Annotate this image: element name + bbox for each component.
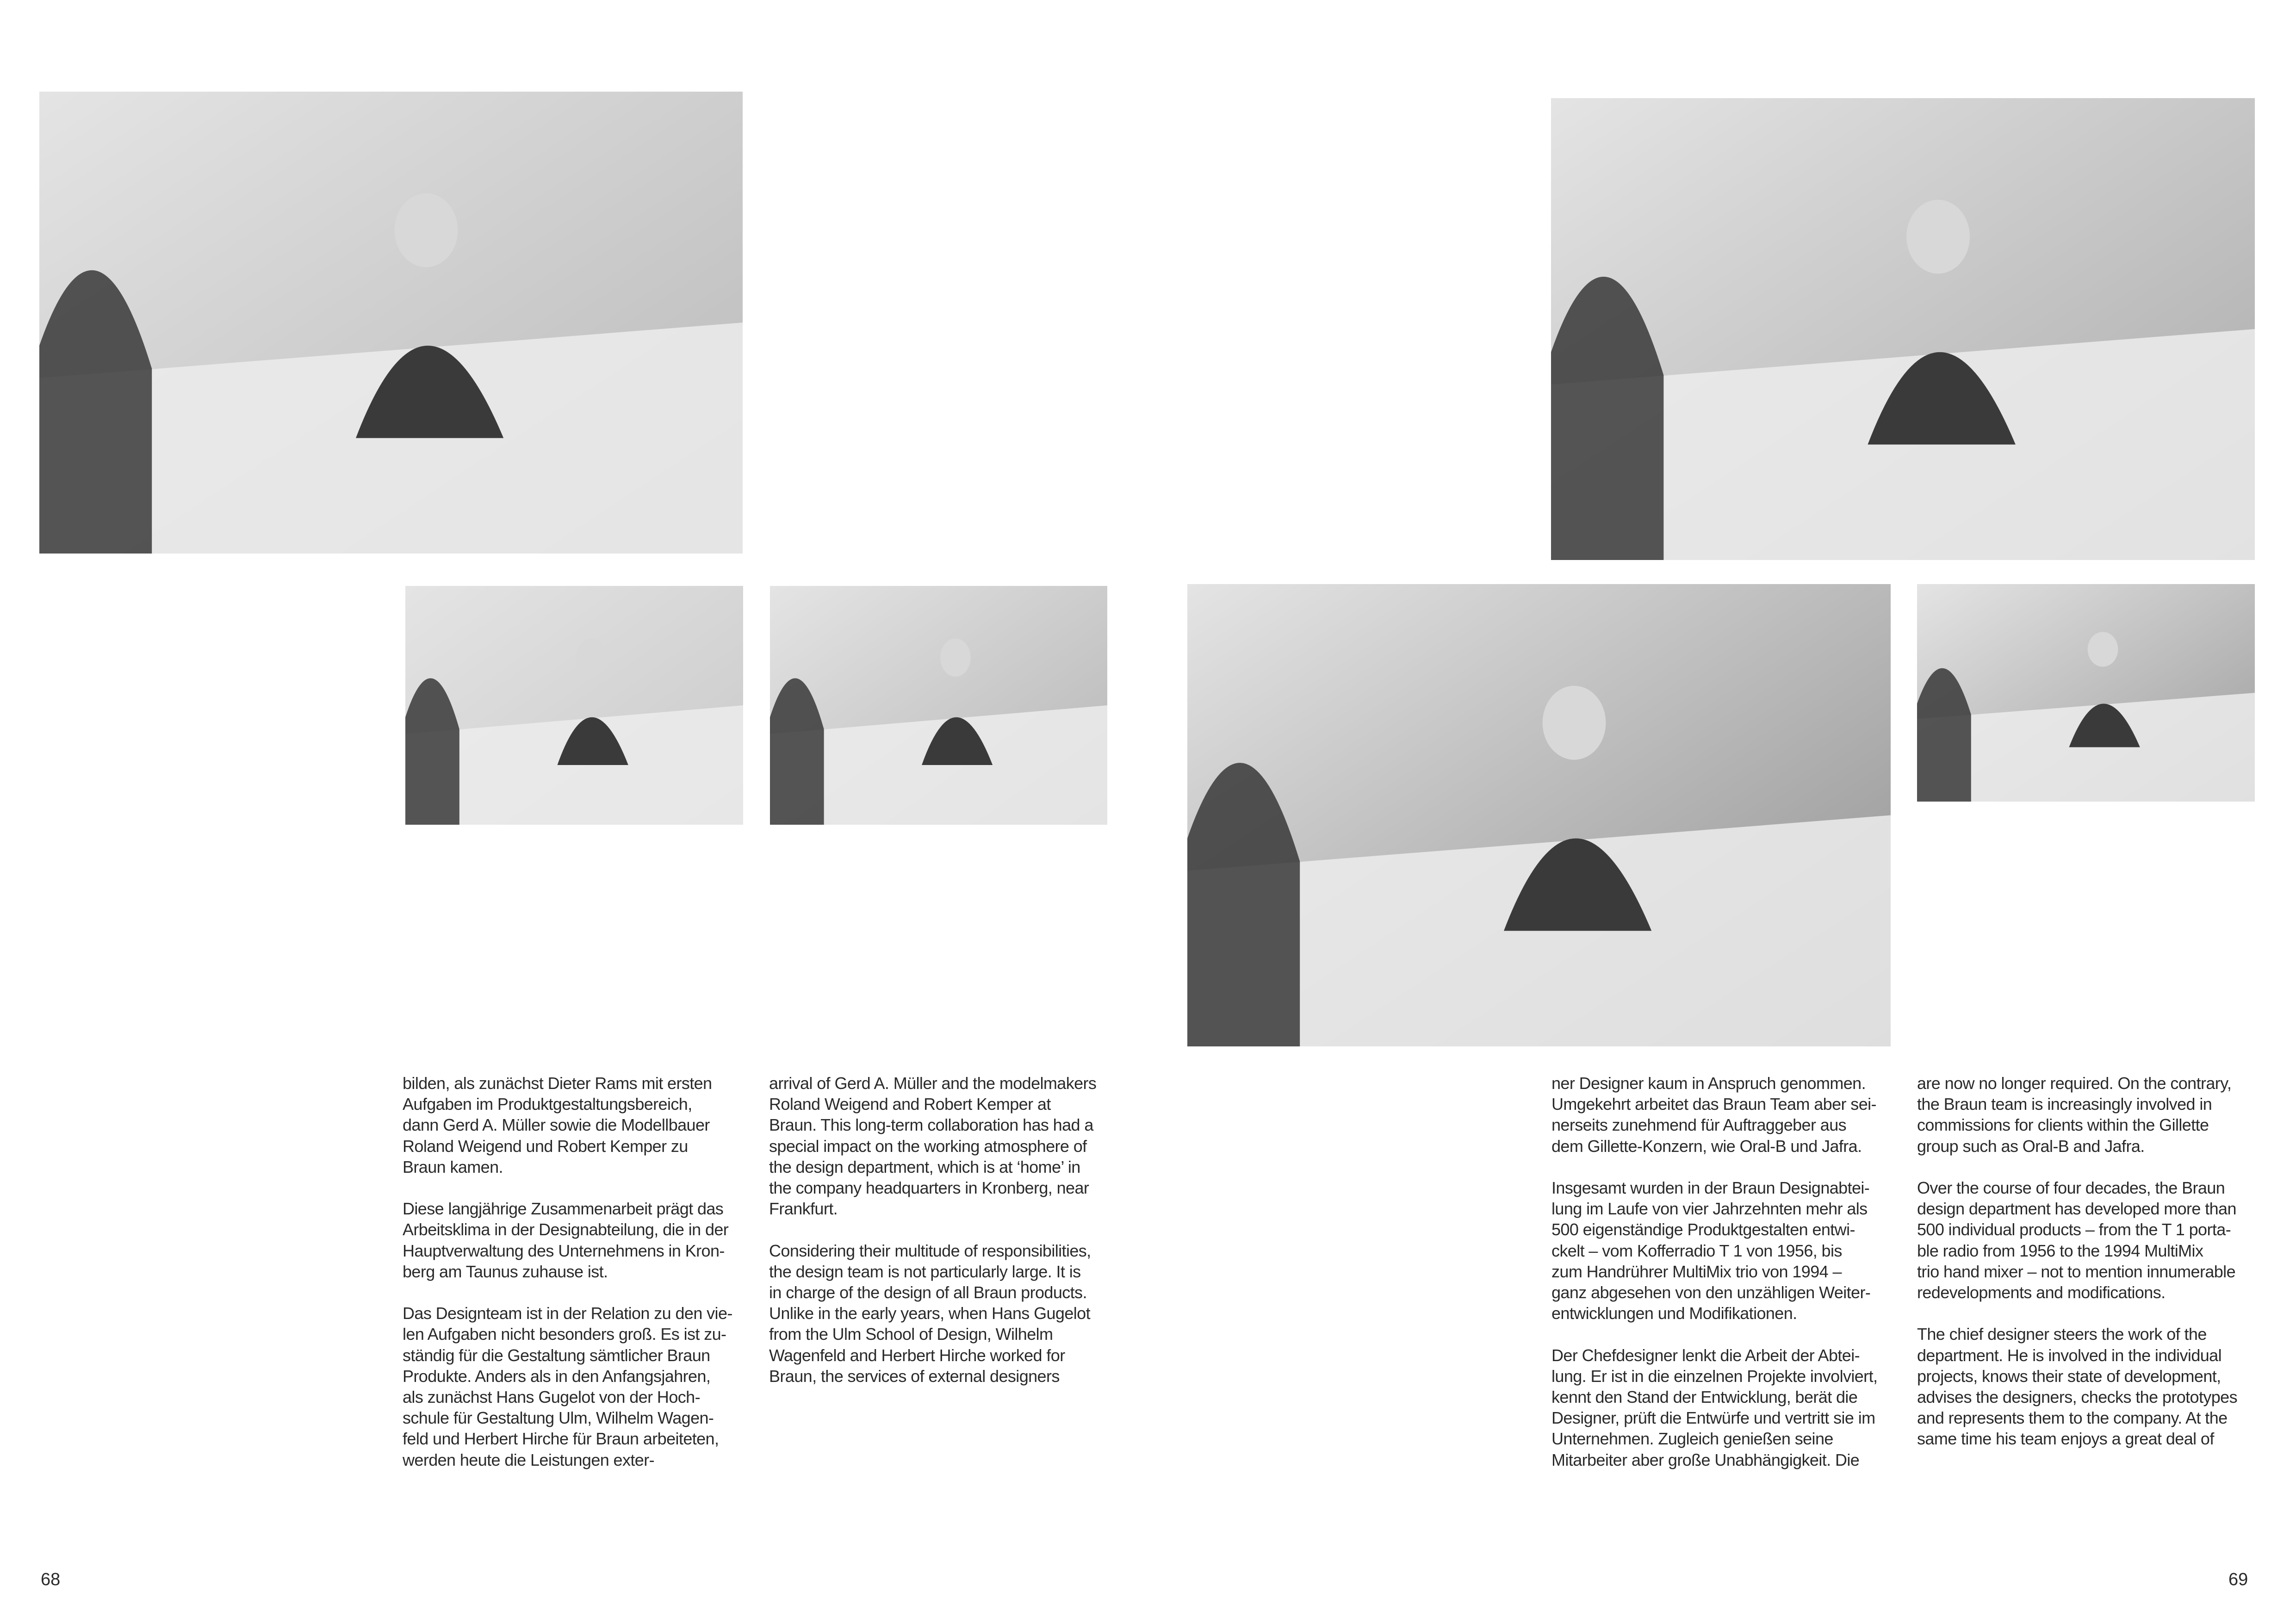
paragraph [1917,1324,2278,1449]
photo-team-table [1187,584,1891,1046]
text-line: Unternehmen. Zugleich genießen seine [1551,1429,1833,1449]
text-line: feld und Herbert Hirche für Braun arbeiteten, [403,1429,719,1449]
text-line: bilden, als zunächst Dieter Rams mit ersten [403,1074,712,1093]
text-line: Wagenfeld and Herbert Hirche worked for [769,1345,1065,1365]
text-line: The chief designer steers the work of the [1917,1325,2207,1344]
text-line: Produkte. Anders als in den Anfangsjahren, [403,1366,711,1386]
text-line: ganz abgesehen von den unzähligen Weiter- [1551,1283,1871,1302]
text-line: Insgesamt wurden in der Braun Designabtei- [1551,1178,1870,1197]
col-en-left [769,1073,1130,1407]
text-line: Der Chefdesigner lenkt die Arbeit der Abtei- [1551,1345,1860,1365]
text-line: trio hand mixer – not to mention innumerable [1917,1262,2235,1281]
paragraph [1917,1177,2278,1303]
paragraph [1551,1345,1912,1470]
photo-drawing-board [1551,98,2255,560]
paragraph [403,1198,763,1282]
text-line: len Aufgaben nicht besonders groß. Es ist zu- [403,1325,726,1344]
paragraph [769,1073,1130,1219]
text-line: ckelt – vom Kofferradio T 1 von 1956, bis [1551,1241,1842,1260]
text-line: Designer, prüft die Entwürfe und vertritt sie im [1551,1408,1875,1428]
text-line: nerseits zunehmend für Auftraggeber aus [1551,1115,1847,1135]
text-line: Braun kamen. [403,1157,503,1176]
paragraph [1917,1073,2278,1157]
text-line: from the Ulm School of Design, Wilhelm [769,1325,1053,1344]
text-line: Over the course of four decades, the Braun [1917,1178,2225,1197]
text-line: ble radio from 1956 to the 1994 MultiMix [1917,1241,2203,1260]
text-line: entwicklungen und Modifikationen. [1551,1304,1797,1323]
text-line: Considering their multitude of responsibilities, [769,1241,1091,1260]
text-line: redevelopments and modifications. [1917,1283,2166,1302]
text-line: are now no longer required. On the contrary, [1917,1074,2232,1093]
text-line: Roland Weigend und Robert Kemper zu [403,1136,688,1156]
text-line: Frankfurt. [769,1199,838,1219]
text-line: same time his team enjoys a great deal of [1917,1429,2214,1449]
text-line: commissions for clients within the Gillette [1917,1115,2209,1135]
text-line: the Braun team is increasingly involved in [1917,1095,2212,1114]
text-line: Arbeitsklima in der Designabteilung, die in der [403,1220,729,1239]
page-number-right: 69 [2228,1570,2248,1589]
photo-image [1917,584,2255,802]
col-en-right [1917,1073,2278,1470]
text-line: arrival of Gerd A. Müller and the modelmakers [769,1074,1097,1093]
text-line: ner Designer kaum in Anspruch genommen. [1551,1074,1866,1093]
text-line: Braun, the services of external designers [769,1366,1060,1386]
text-line: Braun. This long-term collaboration has had a [769,1115,1093,1135]
text-line: schule für Gestaltung Ulm, Wilhelm Wagen- [403,1408,714,1428]
photo-writing-lamp [405,586,743,825]
text-line: projects, knows their state of development, [1917,1366,2221,1386]
photo-interview-wide [39,92,743,554]
text-line: Roland Weigend and Robert Kemper at [769,1095,1051,1114]
text-line: 500 individual products – from the T 1 porta- [1917,1220,2231,1239]
paragraph [1551,1177,1912,1324]
text-line: Unlike in the early years, when Hans Gugelot [769,1304,1090,1323]
text-line: Umgekehrt arbeitet das Braun Team aber sei- [1551,1095,1876,1114]
text-line: the company headquarters in Kronberg, near [769,1178,1089,1198]
text-line: kennt den Stand der Entwicklung, berät die [1551,1388,1858,1407]
text-line: lung. Er ist in die einzelnen Projekte involviert, [1551,1366,1878,1386]
text-line: group such as Oral-B and Jafra. [1917,1136,2145,1156]
text-line: advises the designers, checks the prototypes [1917,1388,2238,1407]
text-line: the design team is not particularly large. It is [769,1262,1081,1281]
paragraph [403,1073,763,1177]
paragraph [403,1303,763,1470]
text-line: werden heute die Leistungen exter- [403,1450,654,1469]
text-line: Diese langjährige Zusammenarbeit prägt das [403,1199,724,1219]
photo-writing-closeup [770,586,1107,825]
text-line: in charge of the design of all Braun products. [769,1283,1087,1302]
text-line: department. He is involved in the individual [1917,1345,2222,1365]
photo-image [770,586,1107,825]
col-de-left [403,1073,763,1491]
text-line: Mitarbeiter aber große Unabhängigkeit. Die [1551,1450,1860,1469]
photo-image [405,586,743,825]
text-line: and represents them to the company. At the [1917,1408,2228,1428]
photo-image [39,92,743,554]
col-de-right [1551,1073,1912,1491]
text-line: als zunächst Hans Gugelot von der Hoch- [403,1388,700,1407]
text-line: ständig für die Gestaltung sämtlicher Braun [403,1345,710,1365]
text-line: zum Handrührer MultiMix trio von 1994 – [1551,1262,1842,1281]
text-line: lung im Laufe von vier Jahrzehnten mehr als [1551,1199,1868,1219]
paragraph [1551,1073,1912,1157]
page-number-left: 68 [41,1570,61,1589]
photo-image [1551,98,2255,560]
text-line: 500 eigenständige Produktgestalten entwi- [1551,1220,1855,1239]
text-line: dem Gillette-Konzern, wie Oral-B und Jafra. [1551,1136,1862,1156]
text-line: special impact on the working atmosphere of [769,1136,1087,1156]
text-line: berg am Taunus zuhause ist. [403,1262,608,1281]
text-line: the design department, which is at ‘home’ in [769,1157,1080,1176]
paragraph [769,1240,1130,1387]
photo-studio-group [1917,584,2255,802]
text-line: Hauptverwaltung des Unternehmens in Kron- [403,1241,725,1260]
photo-image [1187,584,1891,1046]
text-line: design department has developed more than [1917,1199,2236,1219]
text-line: Das Designteam ist in der Relation zu den vie- [403,1304,732,1323]
text-line: dann Gerd A. Müller sowie die Modellbauer [403,1115,710,1135]
text-line: Aufgaben im Produktgestaltungsbereich, [403,1095,692,1114]
